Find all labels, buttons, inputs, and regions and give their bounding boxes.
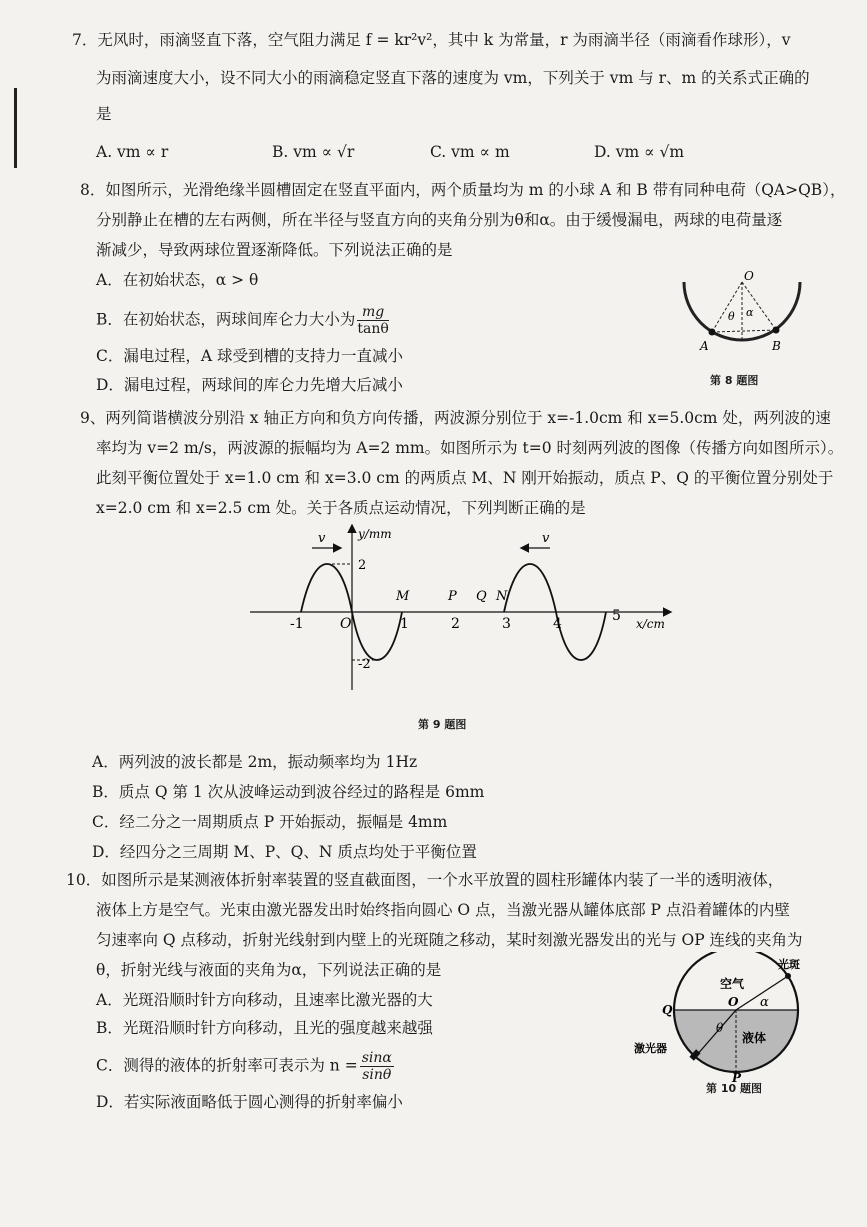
q7-option-c: C. vm ∝ m bbox=[430, 143, 510, 161]
q10-option-c-fraction bbox=[360, 1050, 394, 1083]
q10-line1: 10．如图所示是某测液体折射率装置的竖直截面图，一个水平放置的圆柱形罐体内装了一半的透明液体， bbox=[66, 871, 784, 889]
q10-label-air: 空气 bbox=[720, 977, 745, 991]
q10-option-c-text: C．测得的液体的折射率可表示为 n = bbox=[96, 1056, 358, 1075]
q10-label-laser: 激光器 bbox=[634, 1042, 667, 1055]
q9-wave-graph bbox=[240, 520, 680, 695]
q7-option-a: A. vm ∝ r bbox=[96, 143, 169, 161]
q9-point-m: M bbox=[396, 589, 410, 604]
q10-label-spot: 光斑 bbox=[778, 958, 800, 971]
q9-x-tick-3: 3 bbox=[502, 616, 511, 632]
q9-y-tick-2: 2 bbox=[358, 558, 367, 573]
q8-line1: 8．如图所示，光滑绝缘半圆槽固定在竖直平面内，两个质量均为 m 的小球 A 和 B 带有同种电荷（QA>QB）， bbox=[80, 181, 846, 199]
q8-option-b-text: B．在初始状态，两球间库仑力大小为 bbox=[96, 310, 356, 329]
q10-line2: 液体上方是空气。光束由激光器发出时始终指向圆心 O 点，当激光器从罐体底部 P 点沿着罐体的内壁 bbox=[96, 901, 790, 919]
q9-option-b: B．质点 Q 第 1 次从波峰运动到波谷经过的路程是 6mm bbox=[92, 783, 485, 801]
q10-option-d: D．若实际液面略低于圆心测得的折射率偏小 bbox=[96, 1093, 403, 1111]
q8-option-b bbox=[96, 304, 389, 337]
q8-ab-line bbox=[712, 330, 776, 332]
q8-label-alpha: α bbox=[746, 306, 754, 319]
q10-label-o: O bbox=[728, 995, 739, 1009]
q8-radius-a bbox=[712, 282, 742, 332]
q10-option-a: A．光斑沿顺时针方向移动，且速率比激光器的大 bbox=[96, 991, 433, 1009]
q8-label-b: B bbox=[772, 339, 781, 353]
q10-figure-caption: 第 10 题图 bbox=[706, 1082, 762, 1095]
q9-right-v-label: v bbox=[542, 531, 550, 546]
q9-origin: O bbox=[340, 616, 352, 632]
q10-label-alpha: α bbox=[760, 995, 769, 1010]
q9-y-tick-neg2: -2 bbox=[358, 657, 371, 672]
q8-label-a: A bbox=[700, 339, 709, 353]
q10-figure bbox=[632, 952, 822, 1082]
q10-option-c-numerator: sinα bbox=[361, 1050, 392, 1066]
q9-x-label: x/cm bbox=[636, 617, 665, 631]
q9-point-q: Q bbox=[476, 589, 487, 604]
q8-figure-caption: 第 8 题图 bbox=[710, 374, 759, 387]
q8-option-b-denominator: tanθ bbox=[357, 321, 389, 337]
q9-line1: 9、两列简谐横波分别沿 x 轴正方向和负方向传播，两波源分别位于 x=-1.0cm 和 x=5.0cm 处，两列波的速 bbox=[80, 409, 831, 427]
q9-option-c: C．经二分之一周期质点 P 开始振动，振幅是 4mm bbox=[92, 813, 448, 831]
q9-line2: 率均为 v=2 m/s，两波源的振幅均为 A=2 mm。如图所示为 t=0 时刻两列波的图像（传播方向如图所示）。 bbox=[96, 439, 844, 457]
q8-option-a: A．在初始状态，α > θ bbox=[96, 271, 259, 289]
q9-x-tick-neg1: -1 bbox=[290, 616, 304, 632]
q9-x-tick-4: 4 bbox=[553, 616, 562, 632]
q9-option-d: D．经四分之三周期 M、P、Q、N 质点均处于平衡位置 bbox=[92, 843, 477, 861]
q10-line3: 匀速率向 Q 点移动，折射光线射到内壁上的光斑随之移动，某时刻激光器发出的光与 OP 连线的夹角为 bbox=[96, 931, 803, 949]
q7-option-b: B. vm ∝ √r bbox=[272, 143, 355, 161]
q7-line2: 为雨滴速度大小，设不同大小的雨滴稳定竖直下落的速度为 vm，下列关于 vm 与 r、m 的关系式正确的 bbox=[96, 69, 810, 87]
q10-option-c-denominator: sinθ bbox=[362, 1067, 392, 1083]
q10-label-p: P bbox=[732, 1071, 742, 1082]
q8-option-b-fraction bbox=[357, 304, 388, 337]
q9-x-tick-5: 5 bbox=[612, 608, 621, 624]
q9-line3: 此刻平衡位置处于 x=1.0 cm 和 x=3.0 cm 的两质点 M、N 刚开始振动，质点 P、Q 的平衡位置分别处于 bbox=[96, 469, 834, 487]
q9-y-label: y/mm bbox=[358, 527, 392, 541]
q9-left-v-label: v bbox=[318, 531, 326, 546]
q10-label-liquid: 液体 bbox=[742, 1031, 767, 1045]
q9-point-n: N bbox=[496, 589, 508, 604]
q10-label-q: Q bbox=[662, 1003, 673, 1017]
q9-x-tick-2: 2 bbox=[451, 616, 460, 632]
q8-ball-a bbox=[709, 329, 716, 336]
q10-option-c bbox=[96, 1050, 394, 1083]
q7-option-d: D. vm ∝ √m bbox=[594, 143, 685, 161]
q10-option-b: B．光斑沿顺时针方向移动，且光的强度越来越强 bbox=[96, 1019, 433, 1037]
q8-label-o: O bbox=[744, 270, 754, 283]
q8-figure bbox=[672, 270, 812, 380]
q8-ball-b bbox=[773, 327, 780, 334]
q8-line3: 渐减少，导致两球位置逐渐降低。下列说法正确的是 bbox=[96, 241, 453, 259]
margin-mark bbox=[14, 88, 17, 168]
q9-x-tick-1: 1 bbox=[400, 616, 409, 632]
q8-option-d: D．漏电过程，两球间的库仑力先增大后减小 bbox=[96, 376, 403, 394]
q8-label-theta: θ bbox=[728, 310, 735, 323]
q9-option-a: A．两列波的波长都是 2m，振动频率均为 1Hz bbox=[92, 753, 418, 771]
q9-figure-caption: 第 9 题图 bbox=[418, 718, 467, 731]
q10-light-spot bbox=[785, 973, 791, 979]
q8-option-b-numerator: mg bbox=[357, 304, 388, 321]
q7-line3: 是 bbox=[96, 105, 112, 123]
q10-line4: θ，折射光线与液面的夹角为α，下列说法正确的是 bbox=[96, 961, 442, 979]
q9-point-p: P bbox=[448, 589, 457, 604]
q8-line2: 分别静止在槽的左右两侧，所在半径与竖直方向的夹角分别为θ和α。由于缓慢漏电，两球的电荷量逐 bbox=[96, 211, 783, 229]
q9-line4: x=2.0 cm 和 x=2.5 cm 处。关于各质点运动情况，下列判断正确的是 bbox=[96, 499, 586, 517]
q8-option-c: C．漏电过程，A 球受到槽的支持力一直减小 bbox=[96, 347, 403, 365]
q10-label-theta: θ bbox=[716, 1021, 724, 1035]
q7-line1: 7．无风时，雨滴竖直下落，空气阻力满足 f = kr²v²，其中 k 为常量，r 为雨滴半径（雨滴看作球形），v bbox=[72, 31, 791, 49]
